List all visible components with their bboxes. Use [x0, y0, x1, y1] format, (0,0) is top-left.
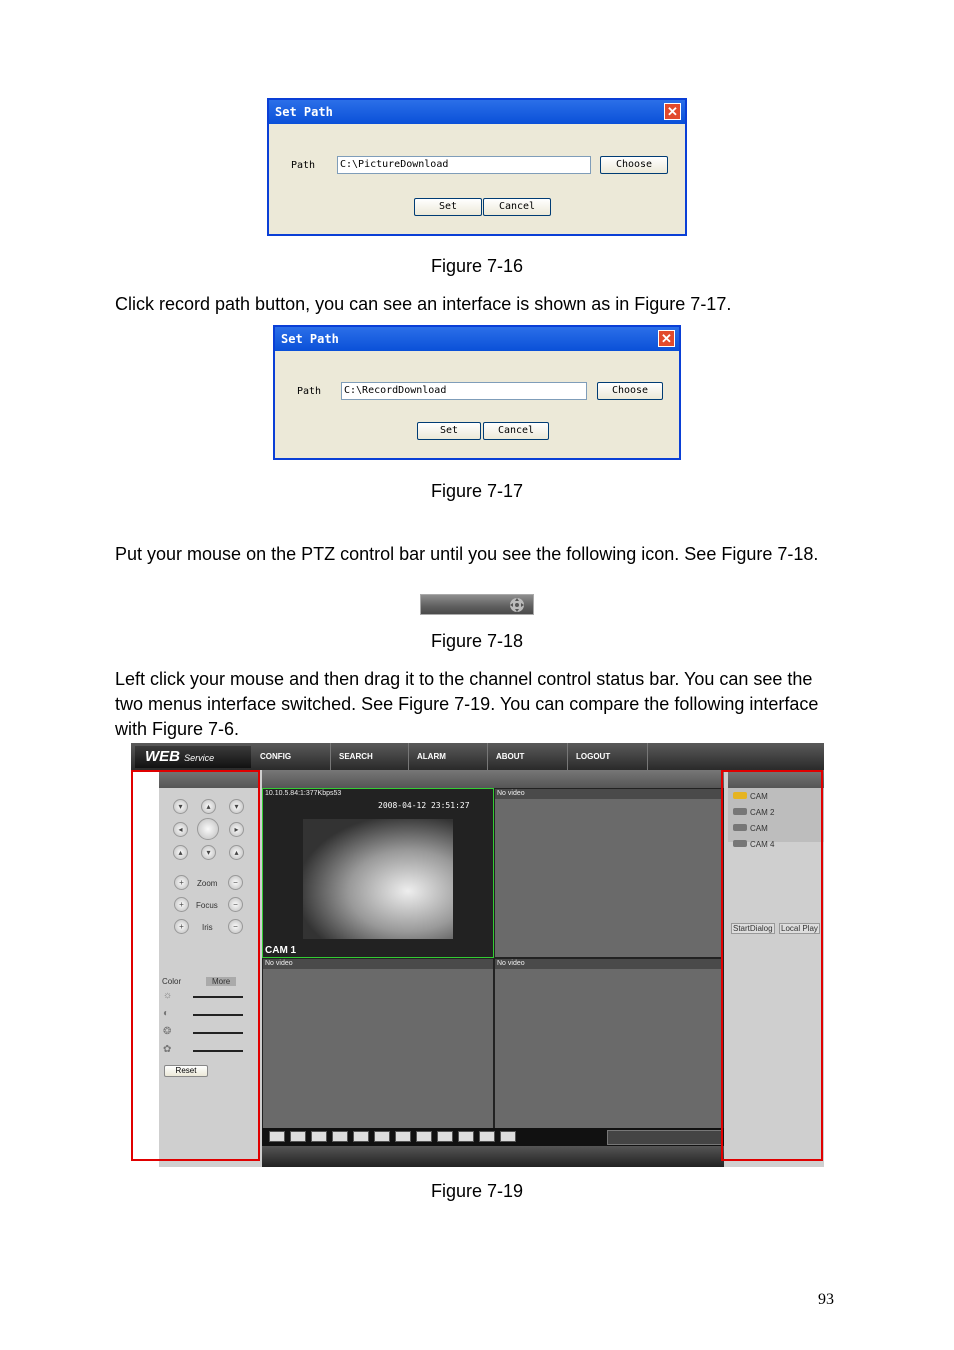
- start-dialog-button[interactable]: StartDialog: [733, 924, 773, 933]
- ptz-left-button[interactable]: ◂: [173, 822, 188, 837]
- channel-1-time: 2008-04-12 23:51:27: [378, 801, 470, 810]
- choose-button[interactable]: Choose: [597, 382, 663, 400]
- ptz-down-button[interactable]: ▾: [201, 845, 216, 860]
- close-icon[interactable]: ✕: [664, 103, 681, 120]
- ptz-left-down-button[interactable]: ▴: [173, 845, 188, 860]
- set-path-dialog-picture: [267, 98, 687, 236]
- camera-item-1[interactable]: CAM: [750, 792, 768, 801]
- camera-image: [303, 819, 453, 939]
- reset-button[interactable]: Reset: [164, 1065, 208, 1077]
- iris-label: Iris: [202, 923, 213, 932]
- saturation-icon: ❂: [163, 1026, 172, 1037]
- path-label: Path: [297, 386, 322, 397]
- path-input[interactable]: C:\RecordDownload: [341, 382, 587, 400]
- video-channel-3[interactable]: [262, 958, 494, 1130]
- tab-more[interactable]: More: [206, 977, 236, 986]
- split-8-button[interactable]: [416, 1131, 432, 1142]
- menu-search[interactable]: SEARCH: [331, 743, 409, 770]
- menu-config[interactable]: CONFIG: [252, 743, 331, 770]
- close-icon[interactable]: ✕: [658, 330, 675, 347]
- channel-4-status: No video: [495, 959, 723, 969]
- highlight-right-panel: [721, 770, 823, 1161]
- focus-in-icon[interactable]: +: [174, 897, 189, 912]
- split-1-button[interactable]: [269, 1131, 285, 1142]
- choose-button[interactable]: Choose: [600, 156, 668, 174]
- camera-item-2[interactable]: CAM 2: [750, 808, 775, 817]
- brightness-icon: ☼: [163, 990, 173, 1001]
- camera-item-4[interactable]: CAM 4: [750, 840, 775, 849]
- channel-3-status: No video: [263, 959, 493, 969]
- set-path-dialog-record: [273, 325, 681, 460]
- paragraph-drag: Left click your mouse and then drag it to the channel control status bar. You can see the two menus interface switched. See Figure 7-19. You can compare the following interface with Figure 7-6.: [115, 669, 819, 739]
- dialog-title: Set Path: [269, 100, 685, 124]
- zoom-label: Zoom: [197, 879, 218, 888]
- path-input[interactable]: C:\PictureDownload: [337, 156, 591, 174]
- figure-caption-16: Figure 7-16: [430, 256, 524, 276]
- figure-caption-19: Figure 7-19: [430, 1181, 524, 1201]
- zoom-out-icon[interactable]: −: [228, 875, 243, 890]
- dialog-title: Set Path: [275, 327, 679, 351]
- web-service-logo: [135, 746, 251, 768]
- ptz-control-bar[interactable]: [420, 594, 534, 615]
- menu-logout[interactable]: LOGOUT: [568, 743, 648, 770]
- cancel-button[interactable]: Cancel: [483, 198, 551, 216]
- move-icon: [509, 597, 525, 613]
- split-3-button[interactable]: [311, 1131, 327, 1142]
- paragraph-record-path: Click record path button, you can see an interface is shown as in Figure 7-17.: [115, 294, 732, 314]
- ptz-up-button[interactable]: ▴: [201, 799, 216, 814]
- iris-out-icon[interactable]: −: [228, 919, 243, 934]
- page-number: 93: [818, 1291, 834, 1308]
- menu-about[interactable]: ABOUT: [488, 743, 568, 770]
- split-12-button[interactable]: [500, 1131, 516, 1142]
- split-6-button[interactable]: [374, 1131, 390, 1142]
- local-play-button[interactable]: Local Play: [781, 924, 818, 933]
- ptz-left-up-button[interactable]: ▾: [173, 799, 188, 814]
- paragraph-ptz-bar: Put your mouse on the PTZ control bar until you see the following icon. See Figure 7-18.: [115, 544, 819, 564]
- status-controls: [607, 1130, 722, 1145]
- channel-1-info: 10.10.5.84:1:377Kbps53: [265, 790, 342, 797]
- figure-caption-17: Figure 7-17: [430, 481, 524, 501]
- split-2-button[interactable]: [290, 1131, 306, 1142]
- path-label: Path: [291, 160, 316, 171]
- video-channel-2[interactable]: [494, 788, 724, 958]
- logo-subtext: Service: [184, 753, 215, 763]
- split-5-button[interactable]: [353, 1131, 369, 1142]
- split-11-button[interactable]: [479, 1131, 495, 1142]
- top-menu-bar: [131, 743, 824, 770]
- figure-caption-18: Figure 7-18: [430, 631, 524, 651]
- menu-alarm[interactable]: ALARM: [409, 743, 488, 770]
- zoom-in-icon[interactable]: +: [174, 875, 189, 890]
- ptz-right-button[interactable]: ▸: [229, 822, 244, 837]
- channel-1-label: CAM 1: [265, 945, 297, 956]
- split-10-button[interactable]: [458, 1131, 474, 1142]
- video-channel-1[interactable]: [262, 788, 494, 958]
- ptz-right-up-button[interactable]: ▾: [229, 799, 244, 814]
- contrast-icon: ◐: [163, 1008, 170, 1019]
- focus-label: Focus: [196, 901, 218, 910]
- cancel-button[interactable]: Cancel: [483, 422, 549, 440]
- highlight-left-panel: [131, 770, 260, 1161]
- video-channel-4[interactable]: [494, 958, 724, 1130]
- web-service-screenshot: [131, 743, 824, 1167]
- bottom-status-bar: [262, 1146, 724, 1167]
- video-header-strip: [262, 770, 724, 788]
- ptz-right-down-button[interactable]: ▴: [229, 845, 244, 860]
- set-button[interactable]: Set: [414, 198, 482, 216]
- focus-out-icon[interactable]: −: [228, 897, 243, 912]
- camera-item-3[interactable]: CAM: [750, 824, 768, 833]
- logo-text: WEB: [145, 748, 180, 765]
- hue-icon: ✿: [163, 1044, 172, 1055]
- split-9-button[interactable]: [437, 1131, 453, 1142]
- channel-2-status: No video: [495, 789, 723, 799]
- tab-color[interactable]: Color: [162, 977, 182, 986]
- iris-in-icon[interactable]: +: [174, 919, 189, 934]
- split-toolbar: [262, 1128, 724, 1146]
- split-7-button[interactable]: [395, 1131, 411, 1142]
- split-4-button[interactable]: [332, 1131, 348, 1142]
- set-button[interactable]: Set: [417, 422, 481, 440]
